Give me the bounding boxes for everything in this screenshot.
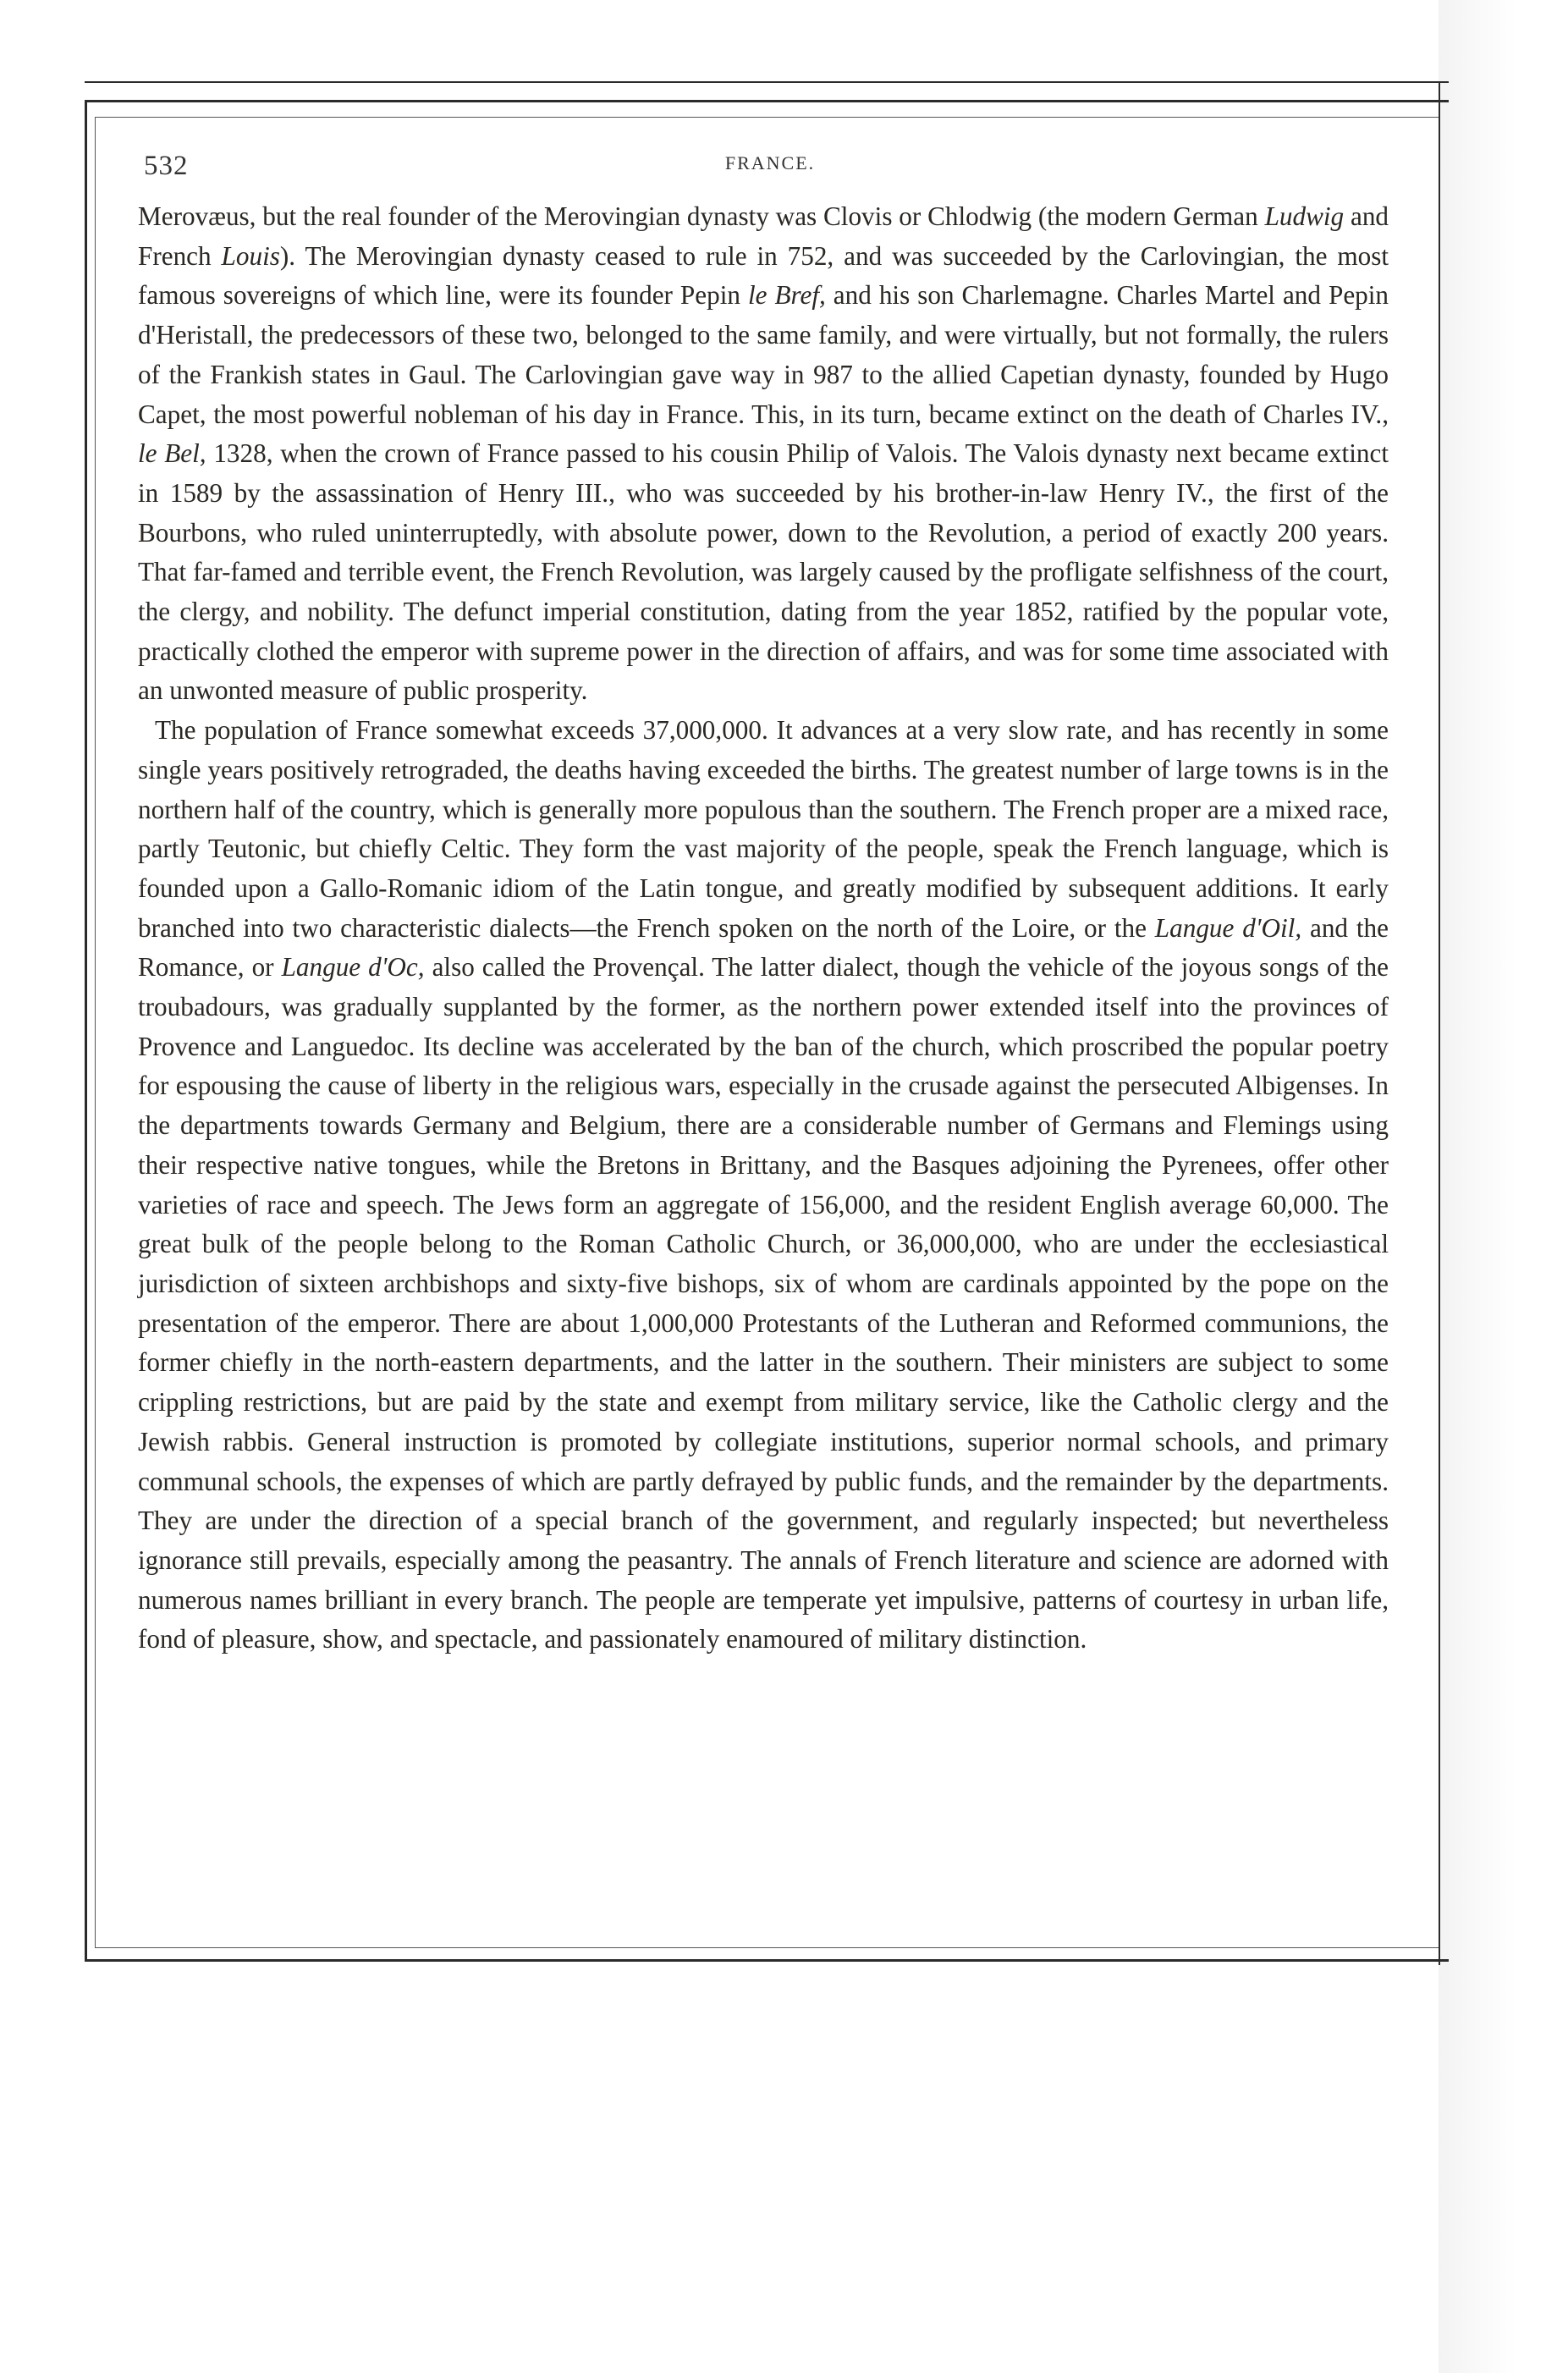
italic-term: Louis — [221, 240, 280, 271]
italic-term: Langue d'Oc, — [281, 952, 425, 983]
text-run: and French — [138, 201, 1389, 271]
running-title: FRANCE. — [724, 152, 816, 173]
page-gutter-shadow — [1439, 0, 1568, 2373]
paragraph — [138, 711, 1389, 1660]
text-run: 1328, when the crown of France passed to his cousin Philip of Valois. The Valois dynasty next became extinct in 1589 by the assassination of Henry III., who was succeeded by his brother-in-law Henry IV., the first of the Bourbons, who ruled uninterruptedly, with absolute power, down to the Revolution, a period of exactly 200 years. That far-famed and terrible event, the French Revolution, was largely caused by the profligate selfishness of the court, the clergy, and nobility. The defunct imperial constitution, dating from the year 1852, ratified by the popular vote, practically clothed the emperor with supreme power in the direction of affairs, and was for some time associated with an unwonted measure of public prosperity. — [138, 438, 1389, 706]
italic-term: Ludwig — [1264, 201, 1345, 231]
paragraph — [138, 197, 1389, 711]
page-right-rule — [1439, 81, 1440, 1965]
italic-term: Langue d'Oil, — [1154, 912, 1302, 943]
running-header — [144, 151, 1396, 184]
text-run: and the Romance, or — [138, 912, 1389, 983]
text-run: and his son Charlemagne. Charles Martel and Pepin d'Heristall, the predecessors of these two, belonged to the same family, and were virtually, but not formally, the rulers of the Frankish states in Gaul. The Carlovingian gave way in 987 to the allied Capetian dynasty, founded by Hugo Capet, the most powerful nobleman of his day in France. This, in its turn, became extinct on the death of Charles IV., — [138, 280, 1389, 429]
text-run: also called the Provençal. The latter dialect, though the vehicle of the joyous songs of the troubadours, was gradually supplanted by the former, as the northern power extended itself into the provinces of Provence and Languedoc. Its decline was accelerated by the ban of the church, which proscribed the popular poetry for espousing the cause of liberty in the religious wars, especially in the crusade against the persecuted Albigenses. In the departments towards Germany and Belgium, there are a considerable number of Germans and Flemings using their respective native tongues, while the Bretons in Brittany, and the Basques adjoining the Pyrenees, offer other varieties of race and speech. The Jews form an aggregate of 156,000, and the resident English average 60,000. The great bulk of the people belong to the Roman Catholic Church, or 36,000,000, who are under the ecclesiastical jurisdiction of sixteen archbishops and sixty-five bishops, six of whom are cardinals appointed by the pope on the presentation of the emperor. There are about 1,000,000 Protestants of the Lutheran and Reformed communions, the former chiefly in the north-eastern departments, and the latter in the southern. Their ministers are subject to some crippling restrictions, but are paid by the state and exempt from military service, like the Catholic clergy and the Jewish rabbis. General instruction is promoted by collegiate institutions, superior normal schools, and primary communal schools, the expenses of which are partly defrayed by public funds, and the remainder by the departments. They are under the direction of a special branch of the government, and regularly inspected; but nevertheless ignorance still prevails, especially among the peasantry. The annals of French literature and science are adorned with numerous names brilliant in every branch. The people are temperate yet impulsive, patterns of courtesy in urban life, fond of pleasure, show, and spectacle, and passionately enamoured of military distinction. — [138, 952, 1389, 1654]
italic-term: le Bref, — [747, 280, 826, 311]
page-top-rule — [85, 81, 1449, 83]
text-run: ). The Merovingian dynasty ceased to rule in 752, and was succeeded by the Carlovingian, the most famous sovereigns of which line, were its founder Pepin — [138, 240, 1389, 311]
text-run: Merovæus, but the real founder of the Merovingian dynasty was Clovis or Chlodwig (the modern German — [138, 201, 1265, 231]
italic-term: le Bel, — [138, 438, 206, 469]
page-number: 532 — [144, 151, 189, 181]
article-body — [138, 197, 1389, 1660]
text-run: The population of France somewhat exceeds 37,000,000. It advances at a very slow rate, and has recently in some single years positively retrograded, the deaths having exceeded the births. The greatest number of large towns is in the northern half of the country, which is generally more populous than the southern. The French proper are a mixed race, partly Teutonic, but chiefly Celtic. They form the vast majority of the people, speak the French language, which is founded upon a Gallo-Romanic idiom of the Latin tongue, and greatly modified by subsequent additions. It early branched into two characteristic dialects—the French spoken on the north of the Loire, or the — [138, 715, 1389, 943]
